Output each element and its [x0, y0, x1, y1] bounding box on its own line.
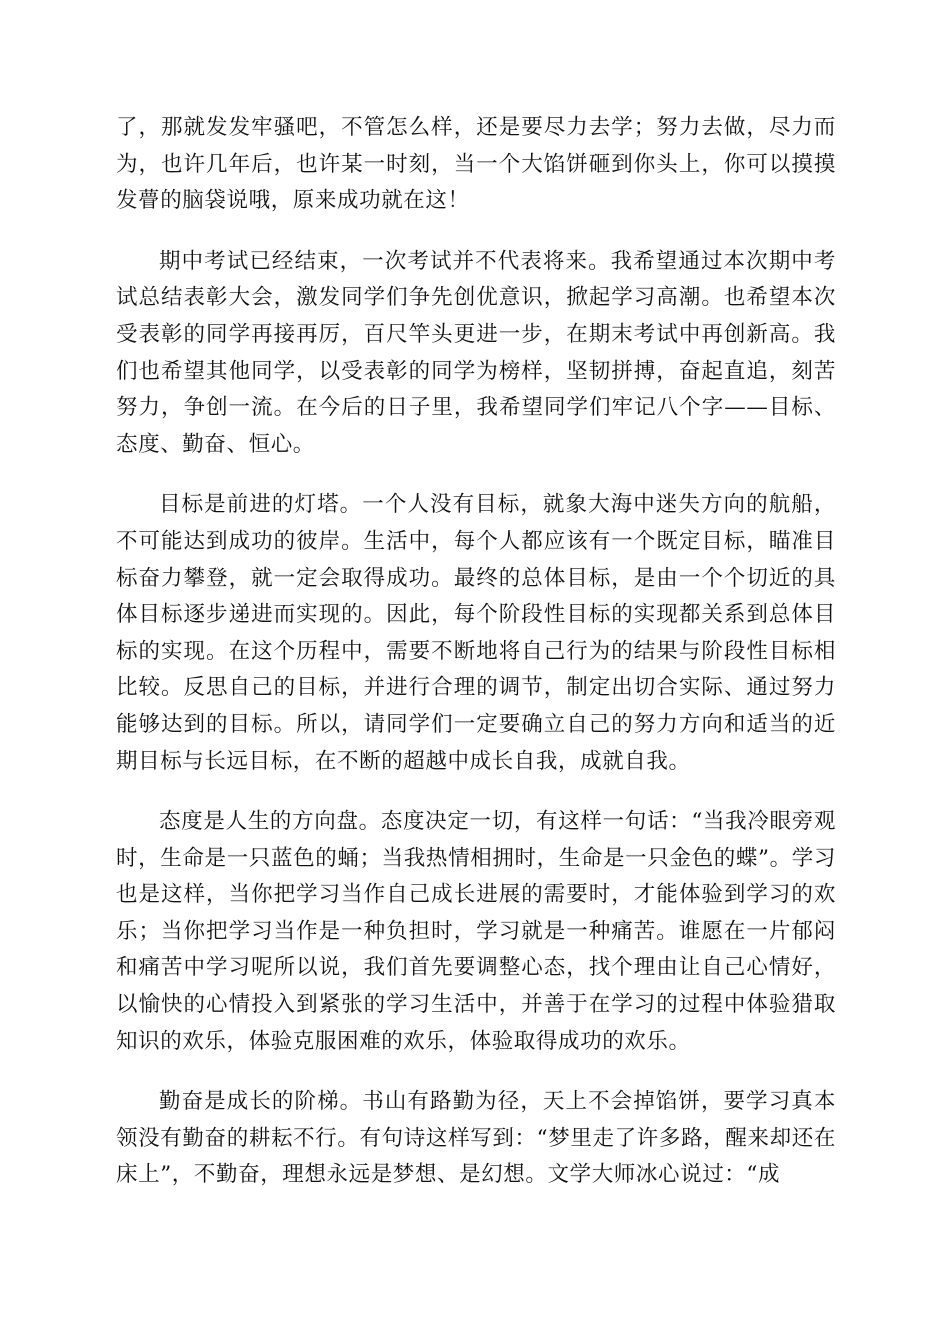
document-body [116, 110, 836, 1218]
paragraph-attitude: 态度是人生的方向盘。态度决定一切，有这样一句话：“当我冷眼旁观时，生命是一只蓝色的蛹；当我热情相拥时，生命是一只金色的蝶”。学习也是这样，当你把学习当作自己成长进展的需要时，才能体验到学习的欢乐；当你把学习当作是一种负担时，学习就是一种痛苦。谁愿在一片郁闷和痛苦中学习呢所以说，我们首先要调整心态，找个理由让自己心情好，以愉快的心情投入到紧张的学习生活中，并善于在学习的过程中体验猎取知识的欢乐，体验克服困难的欢乐，体验取得成功的欢乐。 [116, 809, 836, 1054]
paragraph-midterm-exam: 期中考试已经结束，一次考试并不代表将来。我希望通过本次期中考试总结表彰大会，激发同学们争先创优意识，掀起学习高潮。也希望本次受表彰的同学再接再厉，百尺竿头更进一步，在期末考试中再创新高。我们也希望其他同学，以受表彰的同学为榜样，坚韧拼搏，奋起直追，刻苦努力，争创一流。在今后的日子里，我希望同学们牢记八个字——目标、态度、勤奋、恒心。 [116, 248, 836, 457]
paragraph-continuation: 了，那就发发牢骚吧，不管怎么样，还是要尽力去学；努力去做，尽力而为，也许几年后，也许某一时刻，当一个大馅饼砸到你头上，你可以摸摸发瞢的脑袋说哦，原来成功就在这！ [116, 115, 836, 214]
paragraph-goal: 目标是前进的灯塔。一个人没有目标，就象大海中迷失方向的航船，不可能达到成功的彼岸。生活中，每个人都应该有一个既定目标，瞄准目标奋力攀登，就一定会取得成功。最终的总体目标，是由一个个切近的具体目标逐步递进而实现的。因此，每个阶段性目标的实现都关系到总体目标的实现。在这个历程中，需要不断地将自己行为的结果与阶段性目标相比较。反思自己的目标，并进行合理的调节，制定出切合实际、通过努力能够达到的目标。所以，请同学们一定要确立自己的努力方向和适当的近期目标与长远目标，在不断的超越中成长自我，成就自我。 [116, 492, 836, 774]
paragraph-diligence: 勤奋是成长的阶梯。书山有路勤为径，天上不会掉馅饼，要学习真本领没有勤奋的耕耘不行。有句诗这样写到：“梦里走了许多路，醒来却还在床上”，不勤奋，理想永远是梦想、是幻想。文学大师冰心说过：“成 [116, 1089, 836, 1188]
